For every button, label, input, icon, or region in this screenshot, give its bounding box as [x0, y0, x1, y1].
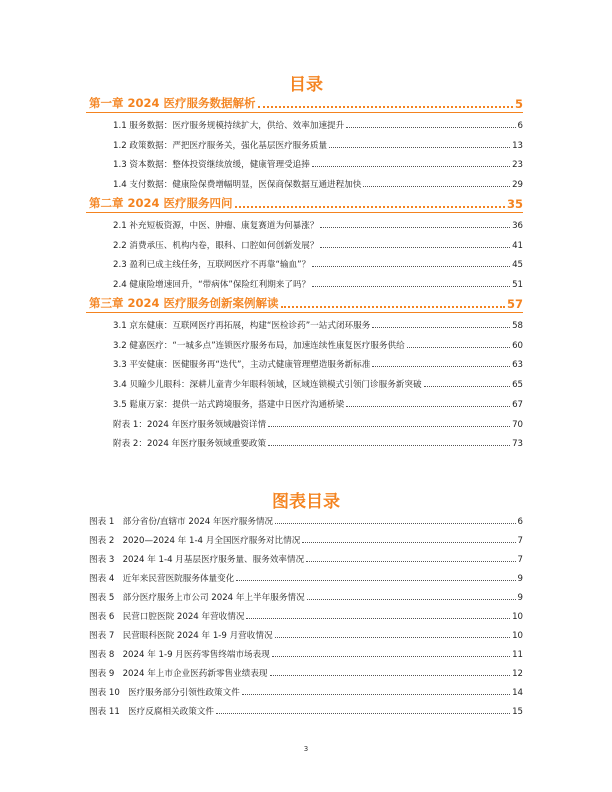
entry-page: 63: [512, 360, 523, 370]
leader-dots: [372, 327, 510, 328]
figure-label: 民营口腔医院 2024 年营收情况: [122, 612, 245, 622]
figure-label-group: [89, 610, 244, 622]
entry-page: 67: [512, 400, 523, 410]
toc-entry[interactable]: [113, 139, 523, 151]
leader-dots: [272, 656, 510, 657]
chapter-title: 第三章 2024 医疗服务创新案例解读: [89, 296, 279, 310]
chapter-divider: [86, 212, 523, 213]
figure-number: 图表 10: [89, 688, 120, 698]
entry-page: 70: [512, 420, 523, 430]
entry-label: 3.5 鬆康万家：提供一站式跨境服务，搭建中日医疗沟通桥梁: [113, 400, 345, 410]
leader-dots: [270, 675, 511, 676]
leader-dots: [275, 523, 515, 524]
figure-entry[interactable]: [89, 705, 523, 717]
figure-page: 11: [512, 650, 523, 660]
figure-number: 图表 2: [89, 536, 115, 546]
leader-dots: [216, 713, 510, 714]
entry-label: 1.1 服务数据：医疗服务规模持续扩大，供给、效率加速提升: [113, 121, 345, 131]
figure-number: 图表 5: [89, 593, 115, 603]
toc-entry[interactable]: [113, 158, 523, 170]
leader-dots: [346, 127, 515, 128]
figure-page: 15: [512, 707, 523, 717]
figure-page: 7: [517, 536, 523, 546]
toc-entry[interactable]: [113, 219, 523, 231]
leader-dots: [236, 580, 515, 581]
entry-page: 65: [512, 380, 523, 390]
leader-dots: [407, 347, 510, 348]
toc-entry[interactable]: [113, 258, 523, 270]
figure-entry[interactable]: [89, 534, 523, 546]
figure-page: 10: [512, 612, 523, 622]
entry-label: 附表 1：2024 年医疗服务领域融资详情: [113, 420, 267, 430]
chapter-page: 35: [506, 197, 523, 211]
leader-dots: [346, 406, 510, 407]
figure-label: 民营眼科医院 2024 年 1-9 月营收情况: [122, 631, 273, 641]
leader-dots: [268, 426, 510, 427]
entry-label: 1.3 资本数据：整体投资继续放缓，健康管理受追捧: [113, 160, 310, 170]
toc-entry[interactable]: [113, 418, 523, 430]
figure-label: 2024 年 1-4 月基层医疗服务量、服务效率情况: [122, 555, 305, 565]
page-number: 3: [303, 745, 309, 753]
figure-label: 医疗服务部分引领性政策文件: [128, 688, 240, 698]
chapter-divider: [86, 312, 523, 313]
figure-number: 图表 9: [89, 669, 115, 679]
entry-label: 2.3 盈利已成主线任务，互联网医疗不再靠“输血”？: [113, 260, 311, 270]
figure-label-group: [89, 648, 270, 660]
chapter-page: 57: [506, 297, 523, 311]
figure-entry[interactable]: [89, 667, 523, 679]
leader-dots: [246, 618, 510, 619]
leader-dots: [281, 306, 505, 308]
entry-label: 2.4 健康险增速回升，“带病体”保险红利期来了吗？: [113, 280, 311, 290]
chapter-divider: [86, 112, 523, 113]
leader-dots: [363, 186, 510, 187]
leader-dots: [307, 599, 516, 600]
figure-label-group: [89, 553, 304, 565]
figure-entry[interactable]: [89, 515, 523, 527]
figure-page: 10: [512, 631, 523, 641]
figure-page: 14: [512, 688, 523, 698]
figure-label-group: [89, 686, 240, 698]
leader-dots: [275, 637, 511, 638]
leader-dots: [258, 106, 513, 108]
toc-entry[interactable]: [113, 178, 523, 190]
figure-entry[interactable]: [89, 591, 523, 603]
entry-page: 41: [512, 241, 523, 251]
figure-number: 图表 8: [89, 650, 115, 660]
chapter-3-entry[interactable]: [89, 295, 523, 311]
chapter-2-entry[interactable]: [89, 195, 523, 211]
figure-label: 部分省份/直辖市 2024 年医疗服务情况: [122, 517, 274, 527]
figure-entry[interactable]: [89, 610, 523, 622]
entry-page: 58: [512, 321, 523, 331]
leader-dots: [329, 147, 510, 148]
entry-page: 29: [512, 180, 523, 190]
figure-label-group: [89, 515, 273, 527]
figure-entry[interactable]: [89, 648, 523, 660]
toc-entry[interactable]: [113, 119, 523, 131]
entry-page: 36: [512, 221, 523, 231]
leader-dots: [372, 366, 510, 367]
toc-entry[interactable]: [113, 239, 523, 251]
entry-label: 1.4 支付数据：健康险保费增幅明显，医保商保数据互通进程加快: [113, 180, 362, 190]
figure-entry[interactable]: [89, 686, 523, 698]
figure-number: 图表 3: [89, 555, 115, 565]
leader-dots: [312, 166, 510, 167]
leader-dots: [306, 561, 515, 562]
entry-page: 6: [517, 121, 523, 131]
entry-label: 3.1 京东健康：互联网医疗再拓展，构建“医检诊药”一站式闭环服务: [113, 321, 371, 331]
entry-label: 2.1 补充短板资源，中医、肿瘤、康复赛道为何暴涨？: [113, 221, 319, 231]
toc-entry[interactable]: [113, 378, 523, 390]
figure-label: 2024 年上市企业医药新零售业绩表现: [122, 669, 268, 679]
chapter-title: 第一章 2024 医疗服务数据解析: [89, 96, 256, 110]
leader-dots: [268, 445, 510, 446]
leader-dots: [242, 694, 510, 695]
toc-entry[interactable]: [113, 339, 523, 351]
entry-label: 3.2 健嘉医疗：“一城多点”连锁医疗服务布局，加速连续性康复医疗服务供给: [113, 341, 405, 351]
figure-label-group: [89, 534, 300, 546]
figure-label-group: [89, 629, 273, 641]
figure-page: 9: [517, 574, 523, 584]
toc-entry[interactable]: [113, 278, 523, 290]
entry-label: 3.4 贝瞳少儿眼科：深耕儿童青少年眼科领域，区域连锁模式引领门诊服务新突破: [113, 380, 422, 390]
toc-title: 目录: [289, 75, 323, 95]
figure-toc-title: 图表目录: [272, 492, 340, 512]
entry-page: 51: [512, 280, 523, 290]
chapter-1-entry[interactable]: [89, 95, 523, 111]
toc-entry[interactable]: [113, 437, 523, 449]
toc-entry[interactable]: [113, 358, 523, 370]
figure-number: 图表 4: [89, 574, 115, 584]
leader-dots: [320, 227, 510, 228]
entry-page: 45: [512, 260, 523, 270]
entry-page: 23: [512, 160, 523, 170]
figure-number: 图表 1: [89, 517, 115, 527]
figure-label: 近年来民营医院服务体量变化: [122, 574, 235, 584]
figure-entry[interactable]: [89, 572, 523, 584]
chapter-page: 5: [514, 97, 523, 111]
figure-label: 2020—2024 年 1-4 月全国医疗服务对比情况: [122, 536, 301, 546]
figure-page: 7: [517, 555, 523, 565]
figure-label: 部分医疗服务上市公司 2024 年上半年服务情况: [122, 593, 305, 603]
leader-dots: [312, 266, 510, 267]
figure-entry[interactable]: [89, 629, 523, 641]
entry-page: 73: [512, 439, 523, 449]
entry-label: 3.3 平安健康：医健服务再“迭代”，主动式健康管理塑造服务新标准: [113, 360, 371, 370]
entry-label: 1.2 政策数据：严把医疗服务关，强化基层医疗服务质量: [113, 141, 328, 151]
figure-label: 2024 年 1-9 月医药零售终端市场表现: [122, 650, 270, 660]
toc-entry[interactable]: [113, 398, 523, 410]
figure-number: 图表 6: [89, 612, 115, 622]
entry-label: 附表 2：2024 年医疗服务领域重要政策: [113, 439, 267, 449]
figure-label-group: [89, 667, 268, 679]
leader-dots: [320, 247, 510, 248]
figure-label: 医疗反腐相关政策文件: [128, 707, 215, 717]
leader-dots: [312, 286, 510, 287]
figure-entry[interactable]: [89, 553, 523, 565]
entry-label: 2.2 消费承压、机构内卷，眼科、口腔如何创新发展？: [113, 241, 319, 251]
figure-label-group: [89, 572, 234, 584]
leader-dots: [302, 542, 515, 543]
figure-page: 12: [512, 669, 523, 679]
figure-page: 9: [517, 593, 523, 603]
leader-dots: [235, 206, 505, 208]
figure-number: 图表 7: [89, 631, 115, 641]
entry-page: 60: [512, 341, 523, 351]
figure-label-group: [89, 705, 214, 717]
figure-page: 6: [517, 517, 523, 527]
chapter-title: 第二章 2024 医疗服务四问: [89, 196, 233, 210]
figure-label-group: [89, 591, 305, 603]
figure-number: 图表 11: [89, 707, 120, 717]
entry-page: 13: [512, 141, 523, 151]
toc-entry[interactable]: [113, 319, 523, 331]
leader-dots: [424, 386, 510, 387]
